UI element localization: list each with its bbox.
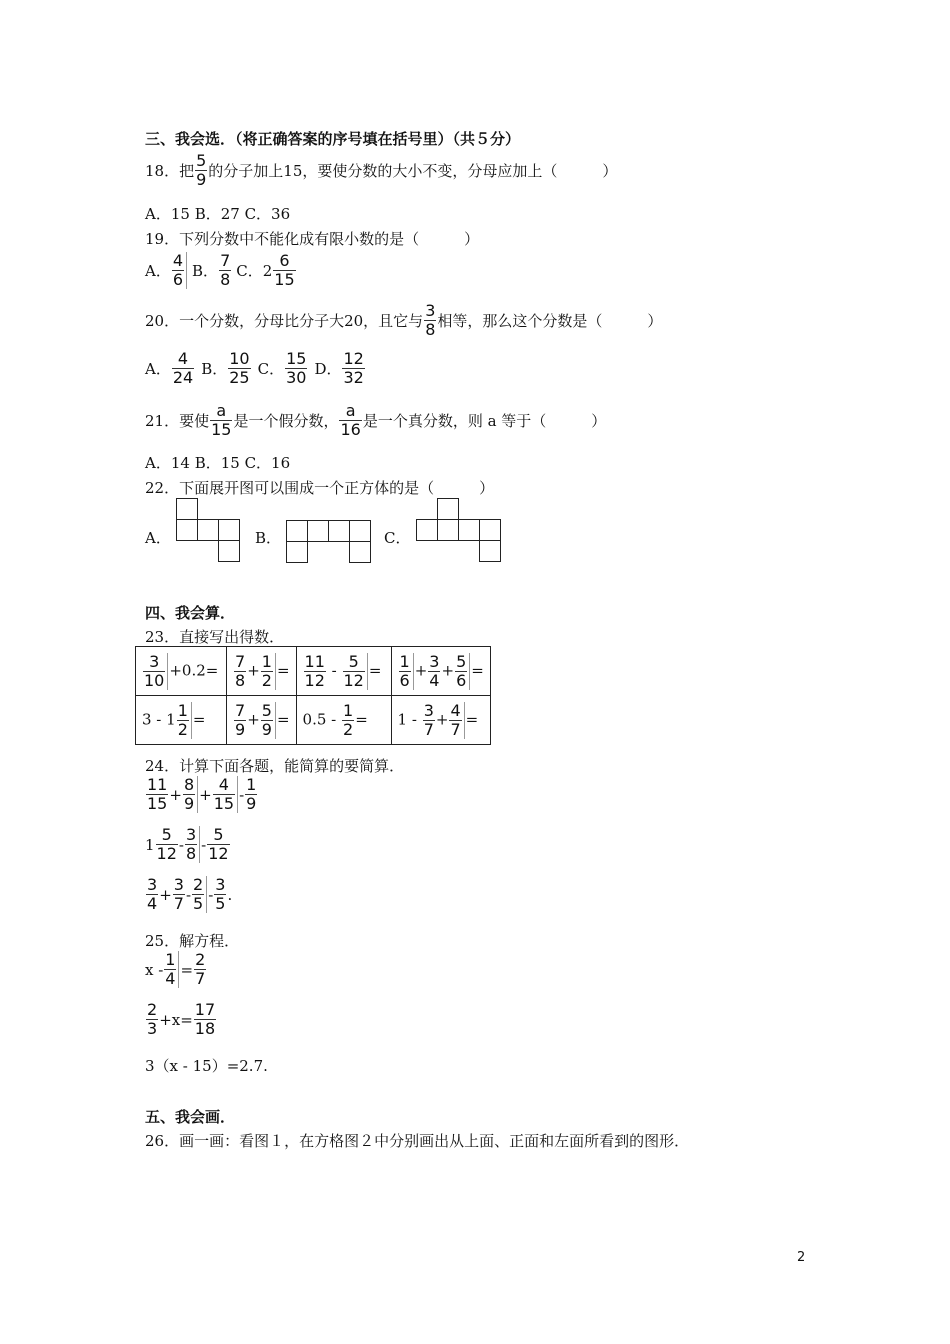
table-cell: 3 - 1 $\frac{1}{2}$ =	[136, 696, 227, 745]
question-24-expr-3: $\frac{3}{4}$ + $\frac{3}{7}$ - $\frac{2}{5}$ - $\frac{3}{5}$ .	[147, 875, 233, 913]
section-5-heading: 五、我会画．	[145, 1108, 236, 1126]
mental-math-table	[135, 646, 491, 745]
question-24-expr-2: 1 $\frac{5}{12}$ - $\frac{3}{8}$ - $\frac{5}{12}$	[145, 825, 229, 863]
question-20: 20．一个分数，分母比分子大20，且它与 $\frac{3}{8}$ 相等，那么这个分数是（ ）	[145, 301, 663, 339]
question-24: 24．计算下面各题，能简算的要简算．	[145, 757, 405, 775]
table-cell: $\frac{1}{6}$ + $\frac{3}{4}$ + $\frac{5}{6}$ =	[391, 647, 490, 696]
table-cell: 1 - $\frac{3}{7}$ + $\frac{4}{7}$ =	[391, 696, 490, 745]
question-18-options: A．15 B．27 C．36	[145, 205, 291, 223]
table-cell: $\frac{3}{10}$ +0.2=	[136, 647, 227, 696]
question-25-eq-2: $\frac{2}{3}$ +x= $\frac{17}{18}$	[147, 1000, 216, 1038]
question-25-eq-3: 3（x - 15）=2.7.	[145, 1057, 268, 1075]
question-25: 25．解方程．	[145, 932, 240, 950]
table-cell: $\frac{7}{8}$ + $\frac{1}{2}$ =	[227, 647, 297, 696]
fraction: $\frac{5}{9}$	[196, 151, 207, 189]
question-23: 23．直接写出得数．	[145, 628, 285, 646]
question-26: 26．画一画：看图１，在方格图２中分别画出从上面、正面和左面所看到的图形．	[145, 1132, 690, 1150]
table-cell: $\frac{11}{12}$ - $\frac{5}{12}$ =	[296, 647, 391, 696]
section-4-heading: 四、我会算．	[145, 604, 236, 622]
question-20-options: A． $\frac{4}{24}$ B． $\frac{10}{25}$ C． $\frac{15}{30}$ D． $\frac{12}{32}$	[145, 349, 364, 387]
option-a-label: A．	[145, 529, 171, 547]
section-3-heading: 三、我会选．（将正确答案的序号填在括号里）（共５分）	[145, 130, 521, 148]
question-19-options: A． $\frac{4}{6}$ B． $\frac{7}{8}$ C．2 $\frac{6}{15}$	[145, 251, 295, 289]
table-cell: 0.5 - $\frac{1}{2}$ =	[296, 696, 391, 745]
question-21: 21．要使 $\frac{a}{15}$ 是一个假分数， $\frac{a}{16}$ 是一个真分数，则 a 等于（ ）	[145, 401, 607, 439]
question-25-eq-1: x - $\frac{1}{4}$ = $\frac{2}{7}$	[145, 950, 206, 988]
page-number: 2	[797, 1250, 806, 1265]
question-18: 18．把 $\frac{5}{9}$ 的分子加上15，要使分数的大小不变，分母应加上（ ）	[145, 151, 618, 189]
option-c-label: C．	[384, 529, 411, 547]
option-b-label: B．	[255, 529, 282, 547]
table-cell: $\frac{7}{9}$ + $\frac{5}{9}$ =	[227, 696, 297, 745]
question-24-expr-1: $\frac{11}{15}$ + $\frac{8}{9}$ + $\frac{4}{15}$ - $\frac{1}{9}$	[147, 775, 257, 813]
question-22: 22．下面展开图可以围成一个正方体的是（ ）	[145, 479, 495, 497]
question-19: 19．下列分数中不能化成有限小数的是（ ）	[145, 230, 480, 248]
question-21-options: A．14 B．15 C．16	[145, 454, 291, 472]
